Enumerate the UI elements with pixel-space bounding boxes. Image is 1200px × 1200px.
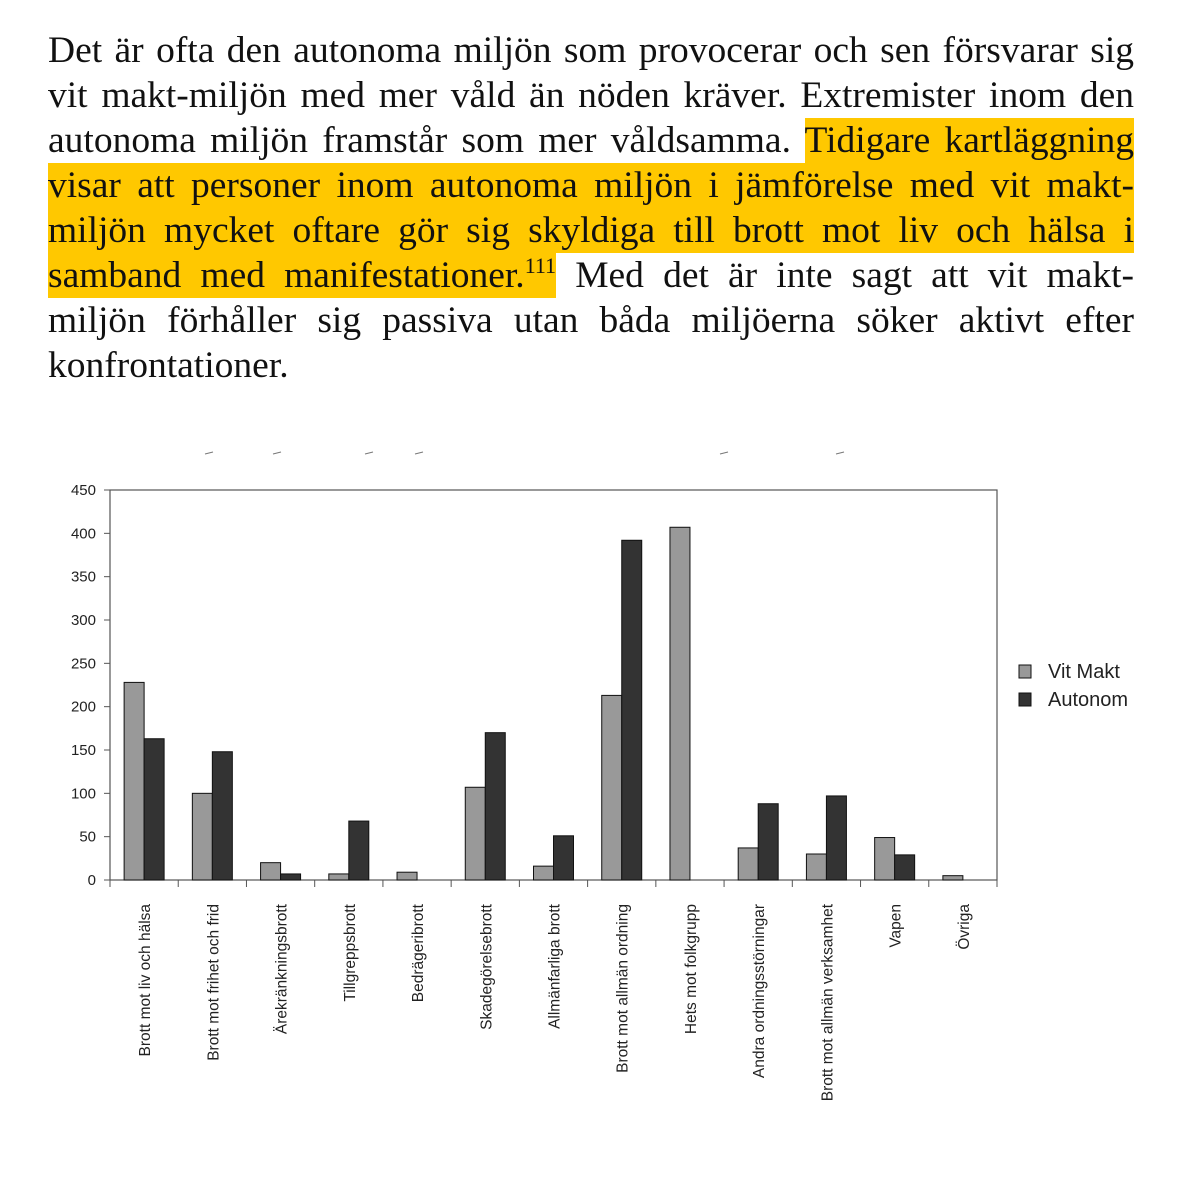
x-category-label: Skadegörelsebrott <box>478 904 496 1030</box>
x-axis-labels <box>110 880 997 1101</box>
highlighted-text: Tidigare kartläggning visar att personer inom autonoma miljön i jämförelse med vit makt-miljön mycket oftare gör sig skyldiga till brott mot liv och hälsa i samband med manifestationer. <box>48 120 1134 296</box>
bar-autonom-0 <box>144 739 164 880</box>
paragraph-text-before: Det är ofta den autonoma miljön som provocerar och sen försvarar sig vit makt-miljön med mer våld än nöden kräver. Extremister inom den autonoma miljön framstår som mer våldsamma. <box>48 30 1134 161</box>
x-category-label: Övriga <box>955 904 973 950</box>
bar-vit-makt-7 <box>602 695 622 880</box>
y-tick-label: 250 <box>70 655 96 673</box>
legend-label: Autonom <box>1048 689 1129 711</box>
crime-bar-chart <box>0 440 1200 1200</box>
footnote-marker: 111 <box>524 253 557 278</box>
bar-vit-makt-3 <box>329 874 349 880</box>
bar-vit-makt-0 <box>124 682 144 880</box>
y-axis <box>71 482 110 889</box>
y-tick-label: 50 <box>79 828 96 846</box>
bar-autonom-7 <box>622 540 642 880</box>
y-tick-label: 350 <box>70 568 96 586</box>
legend-label: Vit Makt <box>1048 661 1120 683</box>
bar-autonom-2 <box>281 874 301 880</box>
x-category-label: Allmänfarliga brott <box>546 904 564 1029</box>
x-category-label: Vapen <box>887 904 905 948</box>
x-category-label: Brott mot allmän verksamhet <box>819 904 837 1102</box>
legend-swatch <box>1019 665 1031 678</box>
bar-vit-makt-4 <box>397 872 417 880</box>
x-category-label: Tillgreppsbrott <box>341 904 359 1002</box>
bar-autonom-10 <box>826 796 846 880</box>
x-category-label: Brott mot frihet och frid <box>205 904 223 1061</box>
bar-vit-makt-5 <box>465 787 485 880</box>
y-tick-label: 450 <box>70 482 96 499</box>
paragraph-text-after: Med det är inte sagt att vit makt-miljön förhåller sig passiva utan båda miljöerna söker aktivt efter konfrontationer. <box>48 255 1134 386</box>
x-category-label: Andra ordningsstörningar <box>751 904 769 1079</box>
bar-vit-makt-10 <box>806 854 826 880</box>
bar-autonom-11 <box>895 855 915 880</box>
x-category-label: Hets mot folkgrupp <box>682 904 700 1035</box>
y-tick-label: 100 <box>70 785 96 803</box>
y-tick-label: 0 <box>87 872 96 889</box>
y-tick-label: 200 <box>70 698 96 716</box>
x-category-label: Brott mot allmän ordning <box>614 904 632 1073</box>
bar-autonom-6 <box>554 836 574 880</box>
plot-area <box>110 490 997 880</box>
bar-autonom-1 <box>212 752 232 880</box>
legend <box>1019 661 1128 711</box>
bar-autonom-9 <box>758 804 778 880</box>
body-paragraph <box>48 28 1134 388</box>
y-tick-label: 300 <box>70 612 96 629</box>
bar-vit-makt-12 <box>943 876 963 880</box>
bar-vit-makt-9 <box>738 848 758 880</box>
bar-vit-makt-1 <box>192 793 212 880</box>
scan-marks <box>205 452 844 454</box>
x-category-label: Bedrägeribrott <box>410 904 428 1003</box>
bar-vit-makt-2 <box>261 863 281 880</box>
bar-vit-makt-11 <box>875 838 895 880</box>
bar-vit-makt-8 <box>670 527 690 880</box>
x-category-label: Brott mot liv och hälsa <box>137 904 155 1057</box>
x-category-label: Ärekränkningsbrott <box>273 904 291 1035</box>
y-tick-label: 150 <box>70 742 96 759</box>
bar-autonom-5 <box>485 733 505 880</box>
y-tick-label: 400 <box>70 525 96 543</box>
bar-autonom-3 <box>349 821 369 880</box>
legend-swatch <box>1019 693 1031 706</box>
bar-vit-makt-6 <box>534 866 554 880</box>
bar-groups <box>124 527 963 880</box>
